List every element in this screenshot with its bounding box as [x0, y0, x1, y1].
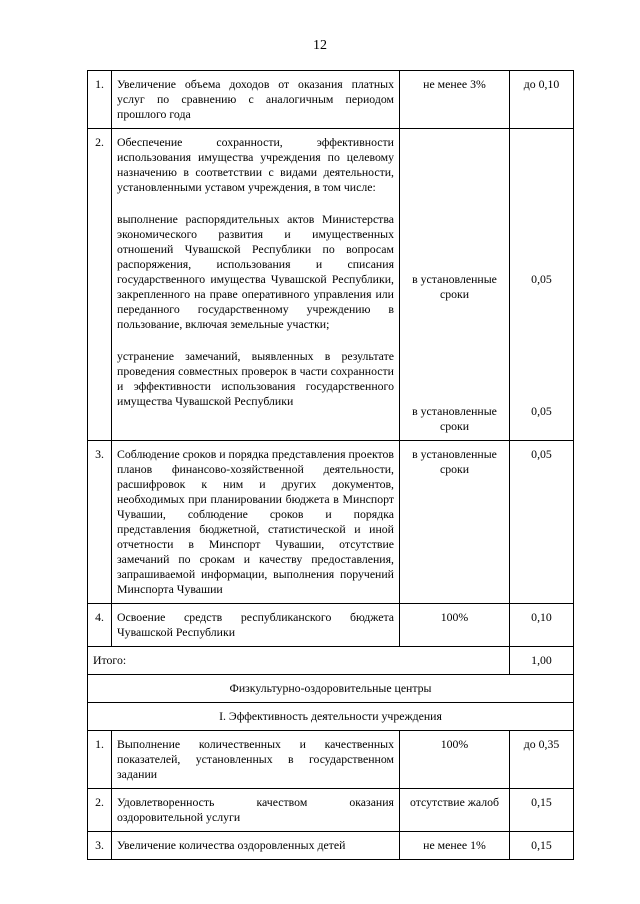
total-value: 1,00 [510, 647, 574, 675]
criterion-value: не менее 1% [400, 832, 510, 860]
total-row [88, 647, 574, 675]
criteria-table [87, 70, 574, 860]
criterion-value: отсутствие жалоб [400, 789, 510, 832]
section-title: Физкультурно-оздоровительные центры [88, 675, 574, 703]
row-number: 1. [88, 731, 112, 789]
table-row [88, 129, 574, 441]
criterion-weight: 0,15 [510, 832, 574, 860]
criterion-description: Освоение средств республиканского бюджета Чувашской Республики [112, 604, 400, 647]
table-row [88, 731, 574, 789]
criterion-description: Увеличение объема доходов от оказания платных услуг по сравнению с аналогичным периодом прошлого года [112, 71, 400, 129]
table-row [88, 441, 574, 604]
criterion-weight-group [510, 129, 574, 441]
criterion-description-group [112, 129, 400, 441]
row-number: 3. [88, 832, 112, 860]
criterion-description: Увеличение количества оздоровленных детей [112, 832, 400, 860]
criterion-weight: до 0,35 [510, 731, 574, 789]
criterion-description: Соблюдение сроков и порядка представления проектов планов финансово-хозяйственной деятельности, расшифровок к ним и других документов, необходимых при планировании бюджета в Минспорт Чувашии, соблюдение сроков и порядка представления бюджетной, статистической и иной отчетности в Минспорт Чувашии, отсутствие замечаний по срокам и качеству предоставления, запрашиваемой информации, выполнения поручений Минспорта Чувашии [112, 441, 400, 604]
sub-criterion-text: устранение замечаний, выявленных в результате проведения совместных проверок в части сохранности и эффективности использования государственного имущества Чувашской Республики [117, 349, 394, 408]
table-row [88, 832, 574, 860]
row-number: 3. [88, 441, 112, 604]
criterion-description: Выполнение количественных и качественных показателей, установленных в государственном задании [112, 731, 400, 789]
total-label: Итого: [88, 647, 510, 675]
subsection-title: I. Эффективность деятельности учреждения [88, 703, 574, 731]
table-row [88, 604, 574, 647]
section-header-row [88, 675, 574, 703]
row-number: 4. [88, 604, 112, 647]
criterion-value: в установленные сроки [400, 441, 510, 604]
criterion-value-group [400, 129, 510, 441]
criterion-value: 100% [400, 731, 510, 789]
criterion-weight: 0,15 [510, 789, 574, 832]
row-number: 2. [88, 129, 112, 441]
sub-criterion-text: выполнение распорядительных актов Министерства экономического развития и имущественных отношений Чувашской Республики по вопросам распоряжения, использования и списания государственного имущества Чувашской Республики, закрепленного на праве оперативного управления или переданного государственному учреждению в пользование, включая земельные участки; [117, 212, 394, 331]
row-number: 1. [88, 71, 112, 129]
sub-criterion-weight: 0,05 [531, 272, 552, 286]
sub-criterion-value: в установленные сроки [412, 272, 497, 301]
sub-criterion-weight: 0,05 [531, 404, 552, 418]
criterion-intro: Обеспечение сохранности, эффективности использования имущества учреждения по целевому назначению в соответствии с видами деятельности, установленными уставом учреждения, в том числе: [117, 135, 394, 194]
table-row [88, 789, 574, 832]
criterion-weight: 0,10 [510, 604, 574, 647]
subsection-header-row [88, 703, 574, 731]
criterion-description: Удовлетворенность качеством оказания оздоровительной услуги [112, 789, 400, 832]
criterion-value: не менее 3% [400, 71, 510, 129]
sub-criterion-value: в установленные сроки [412, 404, 497, 433]
criterion-value: 100% [400, 604, 510, 647]
criterion-weight: до 0,10 [510, 71, 574, 129]
criterion-weight: 0,05 [510, 441, 574, 604]
table-row [88, 71, 574, 129]
page-number: 12 [313, 38, 327, 53]
row-number: 2. [88, 789, 112, 832]
